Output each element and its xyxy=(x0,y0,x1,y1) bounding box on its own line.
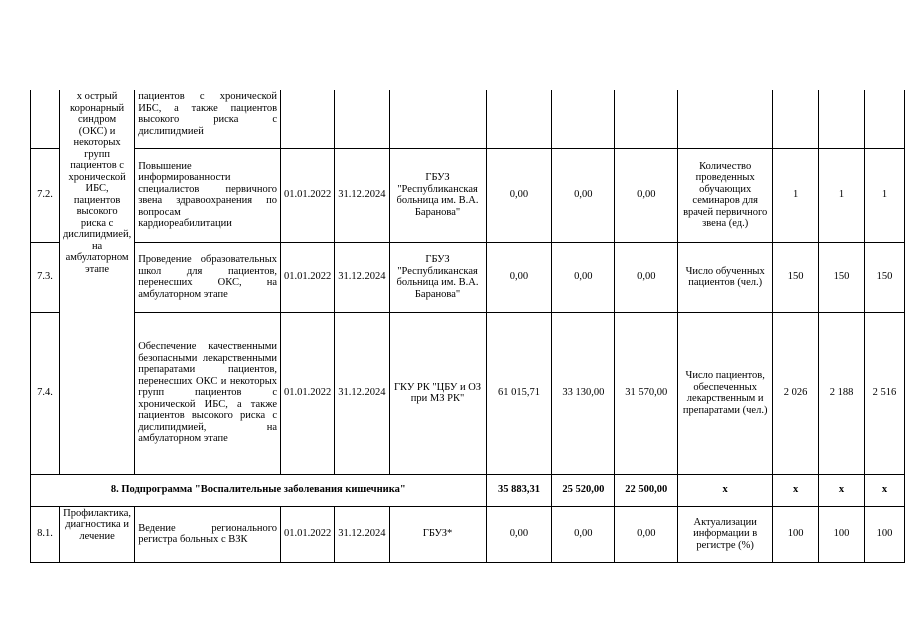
cell-indicator-3: 100 xyxy=(864,506,904,562)
cell-event: Повышение информированности специалистов первичного звена здравоохранения по вопросам кардиореабилитации xyxy=(135,148,281,242)
cell-indicator: Количество проведенных обучающих семинаров для врачей первичного звена (ед.) xyxy=(678,148,773,242)
cell-value-2: 0,00 xyxy=(552,242,615,312)
cell-value-3: 0,00 xyxy=(615,506,678,562)
cell-empty xyxy=(486,90,552,148)
cell-executor: ГКУ РК "ЦБУ и ОЗ при МЗ РК" xyxy=(389,312,486,474)
cell-value-3: 0,00 xyxy=(615,148,678,242)
cell-empty xyxy=(335,90,389,148)
cell-value-1: 0,00 xyxy=(486,506,552,562)
cell-indicator-1: 150 xyxy=(773,242,819,312)
cell-num: 8.1. xyxy=(31,506,60,562)
program-table xyxy=(30,90,905,563)
cell-num: 7.3. xyxy=(31,242,60,312)
cell-indicator: Число пациентов, обеспеченных лекарственным и препаратами (чел.) xyxy=(678,312,773,474)
cell-value-2: 0,00 xyxy=(552,506,615,562)
cell-executor: ГБУЗ "Республиканская больница им. В.А. Баранова" xyxy=(389,242,486,312)
cell-value-3: 31 570,00 xyxy=(615,312,678,474)
cell-num: 7.2. xyxy=(31,148,60,242)
subprogram-value-1: 35 883,31 xyxy=(486,474,552,506)
cell-end: 31.12.2024 xyxy=(335,242,389,312)
cell-indicator-2: 150 xyxy=(819,242,865,312)
cell-indicator-3: 2 516 xyxy=(864,312,904,474)
cell-indicator-2: 2 188 xyxy=(819,312,865,474)
cell-indicator: Актуализации информации в регистре (%) xyxy=(678,506,773,562)
subprogram-x-1: х xyxy=(773,474,819,506)
cell-executor: ГБУЗ "Республиканская больница им. В.А. Баранова" xyxy=(389,148,486,242)
cell-indicator: Число обученных пациентов (чел.) xyxy=(678,242,773,312)
cell-empty xyxy=(864,90,904,148)
subprogram-value-3: 22 500,00 xyxy=(615,474,678,506)
cell-num: 7.4. xyxy=(31,312,60,474)
subprogram-value-2: 25 520,00 xyxy=(552,474,615,506)
cell-group-name: Профилактика, диагностика и лечение xyxy=(59,506,134,562)
cell-empty xyxy=(615,90,678,148)
cell-value-1: 0,00 xyxy=(486,242,552,312)
subprogram-title: 8. Подпрограмма "Воспалительные заболевания кишечника" xyxy=(31,474,487,506)
cell-group-name: х острый коронарный синдром (ОКС) и некоторых групп пациентов с хронической ИБС, пациентов высокого риска с дислипидмией, на амбулаторном этапе xyxy=(59,90,134,474)
cell-end: 31.12.2024 xyxy=(335,312,389,474)
cell-indicator-1: 1 xyxy=(773,148,819,242)
cell-event: Обеспечение качественными безопасными лекарственными препаратами пациентов, перенесших ОКС и некоторых групп пациентов с хронической ИБС, а также пациентов высокого риска с дислипидмией, на амбулаторном этапе xyxy=(135,312,281,474)
table-row-7-3 xyxy=(31,242,905,312)
cell-event: Проведение образовательных школ для пациентов, перенесших ОКС, на амбулаторном этапе xyxy=(135,242,281,312)
cell-start: 01.01.2022 xyxy=(281,148,335,242)
cell-empty xyxy=(678,90,773,148)
cell-empty xyxy=(281,90,335,148)
cell-event: пациентов с хронической ИБС, а также пациентов высокого риска с дислипидмией xyxy=(135,90,281,148)
cell-indicator-2: 1 xyxy=(819,148,865,242)
cell-empty xyxy=(773,90,819,148)
cell-start: 01.01.2022 xyxy=(281,506,335,562)
cell-start: 01.01.2022 xyxy=(281,312,335,474)
cell-start: 01.01.2022 xyxy=(281,242,335,312)
table-row-continuation xyxy=(31,90,905,148)
cell-event: Ведение регионального регистра больных с ВЗК xyxy=(135,506,281,562)
cell-indicator-3: 150 xyxy=(864,242,904,312)
cell-value-1: 61 015,71 xyxy=(486,312,552,474)
table-row-7-2 xyxy=(31,148,905,242)
cell-end: 31.12.2024 xyxy=(335,148,389,242)
subprogram-x-2: х xyxy=(819,474,865,506)
cell-value-2: 33 130,00 xyxy=(552,312,615,474)
cell-empty xyxy=(552,90,615,148)
table-row-7-4 xyxy=(31,312,905,474)
cell-indicator-1: 100 xyxy=(773,506,819,562)
table-row-8-1 xyxy=(31,506,905,562)
cell-indicator-1: 2 026 xyxy=(773,312,819,474)
cell-executor: ГБУЗ* xyxy=(389,506,486,562)
subprogram-x-indicator: х xyxy=(678,474,773,506)
cell-empty xyxy=(819,90,865,148)
cell-empty xyxy=(389,90,486,148)
cell-indicator-2: 100 xyxy=(819,506,865,562)
cell-num xyxy=(31,90,60,148)
cell-value-2: 0,00 xyxy=(552,148,615,242)
cell-indicator-3: 1 xyxy=(864,148,904,242)
cell-value-1: 0,00 xyxy=(486,148,552,242)
cell-value-3: 0,00 xyxy=(615,242,678,312)
subprogram-8-row xyxy=(31,474,905,506)
subprogram-x-3: х xyxy=(864,474,904,506)
cell-end: 31.12.2024 xyxy=(335,506,389,562)
